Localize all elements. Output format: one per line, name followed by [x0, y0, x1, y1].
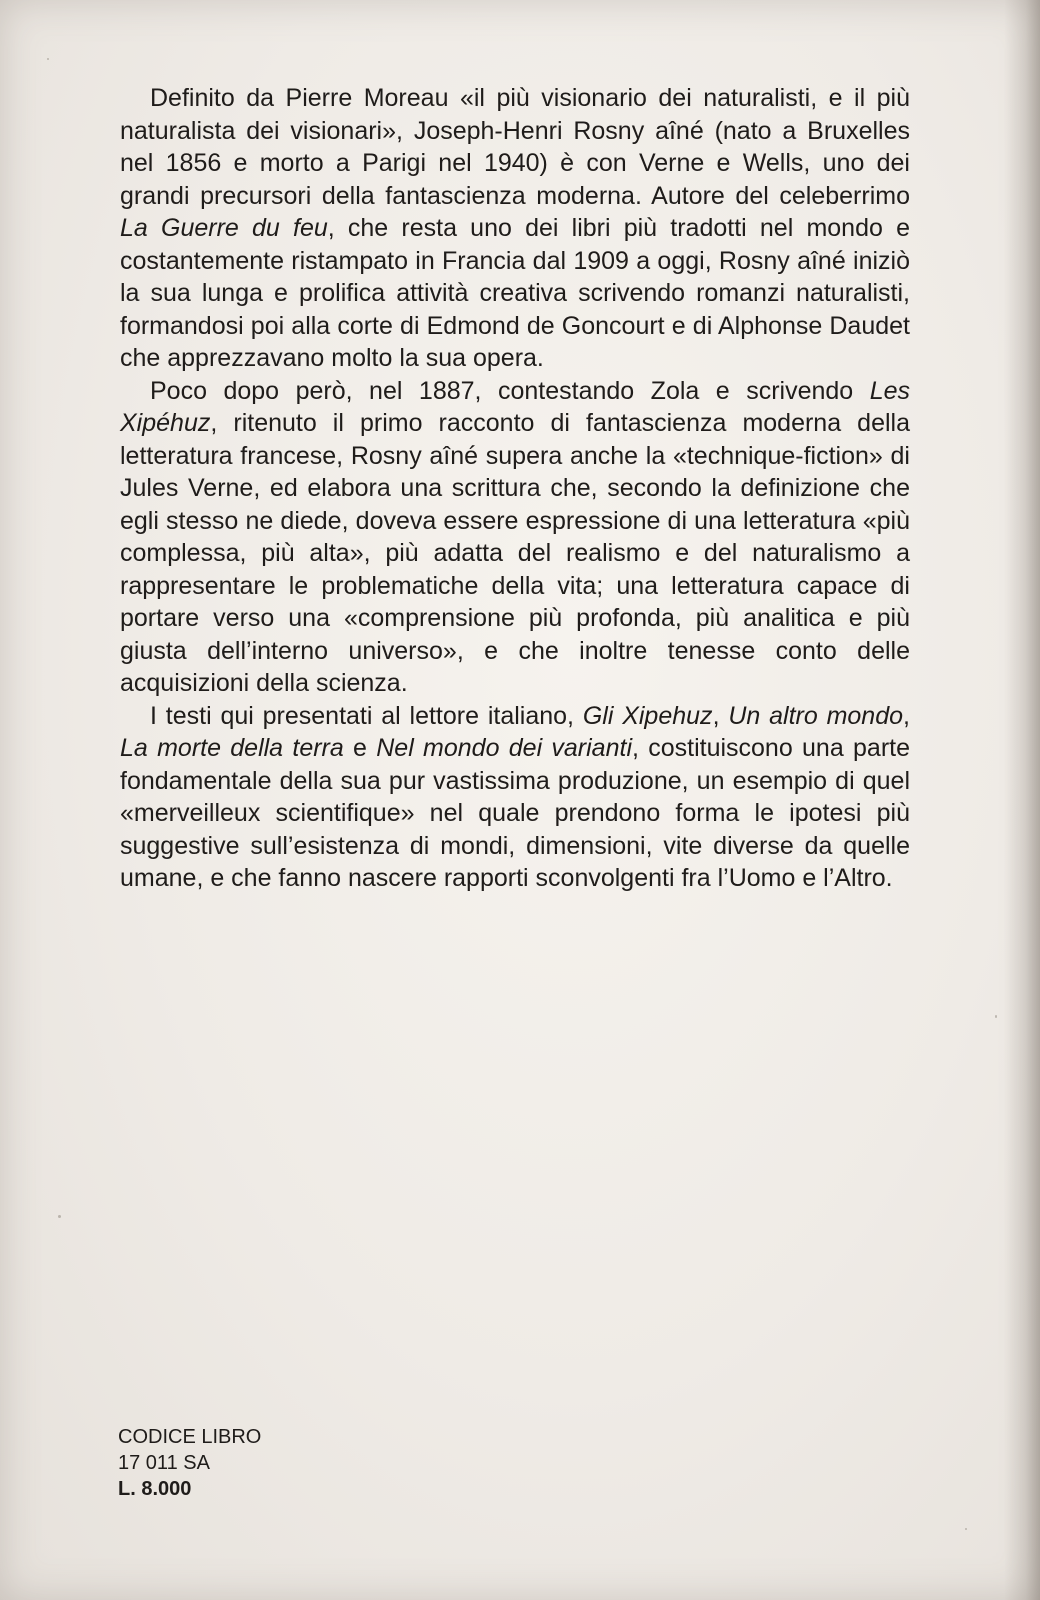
book-code-label: CODICE LIBRO	[118, 1426, 262, 1448]
book-title-italic: Un altro mondo	[728, 701, 904, 730]
text-run: ,	[712, 701, 729, 730]
text-run: Poco dopo però, nel 1887, contestando Zola e scrivendo	[150, 376, 870, 405]
text-run: ,	[903, 701, 910, 730]
book-title-italic: La Guerre du feu	[120, 214, 328, 242]
paper-speck	[612, 92, 615, 95]
blurb-text	[120, 82, 910, 895]
text-run: , che resta uno dei libri più tradotti nel mondo e costantemente ristampato in Francia dal 1909 a oggi, Rosny aîné iniziò la sua lunga e prolifica attività creativa scrivendo romanzi naturalisti, formandosi poi alla corte di Edmond de Goncourt e di Alphonse Daudet che apprezzavano molto la sua opera.	[120, 214, 910, 372]
blurb-paragraph	[120, 700, 910, 895]
blurb-paragraph	[120, 375, 910, 700]
book-title-italic: Gli Xipehuz	[582, 701, 713, 730]
text-run: , ritenuto il primo racconto di fantascienza moderna della letteratura francese, Rosny aîné supera anche la «technique-fiction» di Jules Verne, ed elabora una scrittura che, secondo la definizione che egli stesso ne diede, doveva essere espressione di una letteratura «più complessa, più alta», più adatta del realismo e del naturalismo a rappresentare le problematiche della vita; una letteratura capace di portare verso una «comprensione più profonda, più analitica e più giusta dell’interno universo», e che inoltre tenesse conto delle acquisizioni della scienza.	[120, 409, 910, 697]
paper-speck	[47, 58, 49, 60]
text-run: e	[343, 734, 377, 762]
paper-speck	[840, 388, 843, 390]
text-run: , costituiscono una parte fondamentale della sua pur vastissima produzione, un esempio di quel «merveilleux scientifique» nel quale prendono forma le ipotesi più suggestive sull’esistenza di mondi, dimensioni, vite diverse da quelle umane, e che fanno nascere rapporti sconvolgenti fra l’Uomo e l’Altro.	[120, 734, 910, 892]
paper-speck	[965, 1528, 967, 1530]
text-run: I testi qui presentati al lettore italiano,	[150, 701, 583, 730]
text-run: Definito da Pierre Moreau «il più visionario dei naturalisti, e il più naturalista dei visionari», Joseph-Henri Rosny aîné (nato a Bruxelles nel 1856 e morto a Parigi nel 1940) è con Verne e Wells, uno dei grandi precursori della fantascienza moderna. Autore del celeberrimo	[120, 84, 910, 210]
blurb-paragraph	[120, 82, 910, 375]
book-title-italic: Nel mondo dei varianti	[376, 734, 632, 762]
paper-speck	[58, 1215, 61, 1218]
book-title-italic: La morte della terra	[120, 734, 344, 762]
book-code-number: 17 011 SA	[118, 1452, 210, 1474]
book-code-block	[118, 1424, 261, 1502]
paper-speck	[995, 1015, 997, 1018]
book-price: L. 8.000	[118, 1478, 192, 1500]
book-title-italic: Les Xipéhuz	[120, 376, 910, 437]
